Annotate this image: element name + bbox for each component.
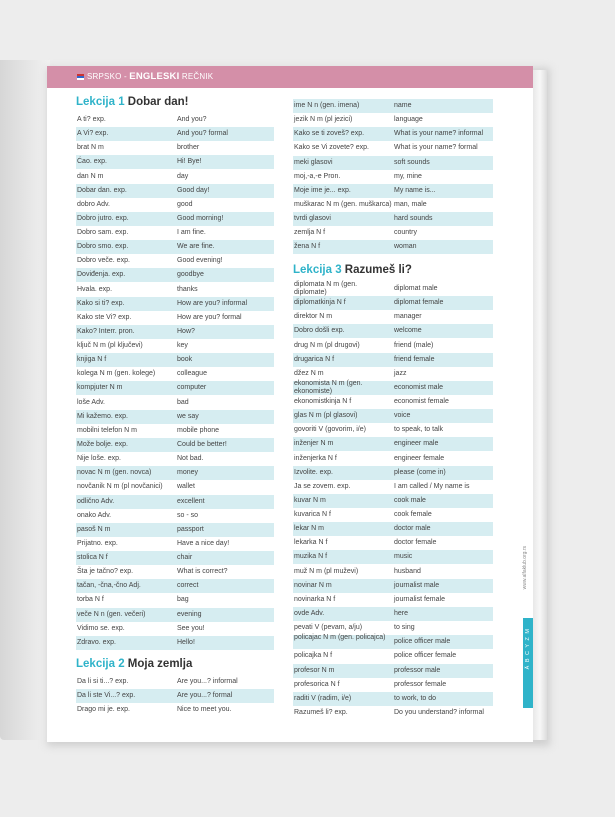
serbian-term: Vidimo se. exp. <box>77 624 125 632</box>
dictionary-row <box>76 410 274 424</box>
dictionary-row <box>293 607 493 621</box>
english-term: key <box>177 342 188 350</box>
dictionary-row <box>293 692 493 706</box>
english-term: mobile phone <box>177 426 220 434</box>
dictionary-row <box>293 282 493 296</box>
serbian-term: Može bolje. exp. <box>77 440 128 448</box>
english-term: doctor female <box>394 539 437 547</box>
dictionary-row <box>76 283 274 297</box>
dictionary-row <box>293 170 493 184</box>
serbian-term: Da li ste Vi...? exp. <box>77 692 136 700</box>
english-term: colleague <box>177 370 207 378</box>
dictionary-row <box>76 155 274 169</box>
dictionary-row <box>293 339 493 353</box>
serbian-term: Dobro veče. exp. <box>77 257 130 265</box>
serbian-term: kolega N m (gen. kolege) <box>77 370 156 378</box>
section-number: Lekcija 1 <box>76 96 125 108</box>
english-term: to sing <box>394 624 415 632</box>
serbian-term: onako Adv. <box>77 511 112 519</box>
english-term: professor male <box>394 666 441 674</box>
dictionary-page <box>47 66 533 742</box>
serbian-term: Nije loše. exp. <box>77 455 121 463</box>
serbian-term: govoriti V (govorim, i/e) <box>294 426 366 434</box>
serbian-term: Dobro jutro. exp. <box>77 214 129 222</box>
dictionary-row <box>293 649 493 663</box>
serbian-term: knjiga N f <box>77 356 107 364</box>
english-term: manager <box>394 313 422 321</box>
serbian-term: Drago mi je. exp. <box>77 706 130 714</box>
english-term: Not bad. <box>177 455 204 463</box>
english-term: Nice to meet you. <box>177 706 232 714</box>
english-term: Are you...? formal <box>177 692 233 700</box>
dictionary-row <box>293 127 493 141</box>
serbian-term: Dobro došli exp. <box>294 327 345 335</box>
english-term: Good morning! <box>177 214 224 222</box>
facing-page-edge <box>0 60 50 740</box>
dictionary-row <box>76 254 274 268</box>
serbian-term: ime N n (gen. imena) <box>294 102 360 109</box>
english-term: good <box>177 200 193 208</box>
section-number: Lekcija 3 <box>293 264 342 276</box>
english-term: passport <box>177 525 204 533</box>
dictionary-row <box>293 113 493 127</box>
english-term: name <box>394 102 412 109</box>
serbian-term: A ti? exp. <box>77 116 106 123</box>
dictionary-row <box>76 523 274 537</box>
english-term: What is correct? <box>177 568 228 576</box>
dictionary-row <box>76 579 274 593</box>
side-tab-label: Ä B C Y Z M <box>525 628 531 670</box>
english-term: police officer male <box>394 638 451 646</box>
english-term: Good day! <box>177 186 210 194</box>
english-term: we say <box>177 412 199 420</box>
serbian-term: Moje ime je... exp. <box>294 186 351 194</box>
english-term: voice <box>394 412 411 420</box>
flag-icon <box>77 74 84 80</box>
english-term: goodbye <box>177 271 204 279</box>
serbian-term: ekonomista N m (gen. ekonomiste) <box>294 379 363 395</box>
dictionary-row <box>76 367 274 381</box>
dictionary-row <box>293 550 493 564</box>
english-term: What is your name? formal <box>394 144 478 152</box>
english-term: Hi! Bye! <box>177 158 202 166</box>
dictionary-row <box>293 508 493 522</box>
serbian-term: kuvar N m <box>294 496 326 504</box>
serbian-term: dobro Adv. <box>77 200 110 208</box>
english-term: cook male <box>394 496 426 504</box>
dictionary-row <box>76 424 274 438</box>
dictionary-row <box>293 198 493 212</box>
dictionary-row <box>76 141 274 155</box>
english-term: Could be better! <box>177 440 227 448</box>
serbian-term: direktor N m <box>294 313 333 321</box>
dictionary-row <box>76 170 274 184</box>
serbian-term: ekonomistkinja N f <box>294 398 352 406</box>
serbian-term: Kako si ti? exp. <box>77 299 125 307</box>
english-term: bad <box>177 398 189 406</box>
section-title-lesson3 <box>293 264 412 276</box>
serbian-term: profesor N m <box>294 666 335 674</box>
serbian-term: novčanik N m (pl novčanici) <box>77 483 163 491</box>
english-term: computer <box>177 384 207 392</box>
english-term: diplomat male <box>394 285 438 292</box>
serbian-term: novinarka N f <box>294 595 336 603</box>
dictionary-row <box>76 636 274 650</box>
dictionary-row <box>76 113 274 127</box>
english-term: here <box>394 609 409 617</box>
page-stack-edge <box>533 70 547 740</box>
english-term: See you! <box>177 624 205 632</box>
english-term: cook female <box>394 511 432 519</box>
serbian-term: Zdravo. exp. <box>77 638 116 646</box>
serbian-term: Doviđenja. exp. <box>77 271 126 279</box>
dictionary-row <box>76 689 274 703</box>
dictionary-row <box>76 353 274 367</box>
serbian-term: odlično Adv. <box>77 497 115 505</box>
dictionary-row <box>76 495 274 509</box>
dictionary-row <box>293 593 493 607</box>
english-term: economist female <box>394 398 449 406</box>
english-term: friend female <box>394 355 435 363</box>
serbian-term: Kako se ti zoveš? exp. <box>294 130 365 138</box>
serbian-term: tačan, -čna,-čno Adj. <box>77 582 141 590</box>
dictionary-row <box>293 678 493 692</box>
serbian-term: Ćao. exp. <box>77 158 107 166</box>
serbian-term: mobilni telefon N m <box>77 426 137 434</box>
english-term: Have a nice day! <box>177 539 230 547</box>
english-term: economist male <box>394 383 444 391</box>
serbian-term: muškarac N m (gen. muškarca) <box>294 200 392 208</box>
english-term: How are you? informal <box>177 299 248 307</box>
serbian-term: brat N m <box>77 144 104 152</box>
dictionary-row <box>76 509 274 523</box>
english-term: money <box>177 469 199 477</box>
dictionary-row <box>293 664 493 678</box>
serbian-term: profesorica N f <box>294 680 340 688</box>
english-term: professor female <box>394 680 447 688</box>
serbian-term: Kako ste Vi? exp. <box>77 313 132 321</box>
dictionary-row <box>293 99 493 113</box>
english-term: What is your name? informal <box>394 130 484 138</box>
serbian-term: pasoš N m <box>77 525 111 533</box>
dictionary-row <box>76 325 274 339</box>
dictionary-row <box>293 184 493 198</box>
serbian-term: lekarka N f <box>294 539 328 547</box>
dictionary-row <box>76 381 274 395</box>
serbian-term: veče N n (gen. večeri) <box>77 610 146 618</box>
serbian-term: drug N m (pl drugovi) <box>294 341 360 349</box>
dictionary-row <box>293 381 493 395</box>
dictionary-row <box>76 226 274 240</box>
serbian-term: Kako se Vi zovete? exp. <box>294 144 369 152</box>
dictionary-row <box>293 437 493 451</box>
dictionary-row <box>76 565 274 579</box>
dictionary-row <box>76 339 274 353</box>
english-term: brother <box>177 144 200 152</box>
dictionary-row <box>293 706 493 720</box>
dictionary-row <box>293 310 493 324</box>
header-suffix: REČNIK <box>181 72 214 81</box>
dictionary-row <box>76 466 274 480</box>
serbian-term: inženjerka N f <box>294 454 337 462</box>
serbian-term: A Vi? exp. <box>77 130 109 138</box>
english-term: to work, to do <box>394 694 437 702</box>
english-term: Hello! <box>177 638 195 646</box>
english-term: And you? formal <box>177 130 228 138</box>
header-language: ENGLESKI <box>129 71 180 82</box>
section-name: Dobar dan! <box>127 96 189 108</box>
serbian-term: stolica N f <box>77 554 108 562</box>
serbian-term: Da li si ti...? exp. <box>77 678 129 685</box>
english-term: And you? <box>177 116 207 123</box>
serbian-term: Šta je tačno? exp. <box>77 568 134 576</box>
serbian-term: Razumeš li? exp. <box>294 708 348 716</box>
dictionary-row <box>293 409 493 423</box>
dictionary-row <box>76 212 274 226</box>
english-term: How are you? formal <box>177 313 242 321</box>
dictionary-row <box>293 579 493 593</box>
serbian-term: loše Adv. <box>77 398 105 406</box>
dictionary-row <box>293 353 493 367</box>
english-term: wallet <box>177 483 195 491</box>
serbian-term: novac N m (gen. novca) <box>77 469 152 477</box>
page-header <box>47 66 533 88</box>
dictionary-row <box>76 452 274 466</box>
english-term: friend (male) <box>394 341 434 349</box>
english-term: jazz <box>394 369 407 377</box>
english-term: Good evening! <box>177 257 223 265</box>
serbian-term: raditi V (radim, i/e) <box>294 694 352 702</box>
section-number: Lekcija 2 <box>76 658 125 670</box>
serbian-term: kuvarica N f <box>294 511 331 519</box>
dictionary-row <box>76 551 274 565</box>
serbian-term: Dobro smo. exp. <box>77 243 129 251</box>
serbian-term: Kako? Interr. pron. <box>77 327 135 335</box>
serbian-term: meki glasovi <box>294 158 333 166</box>
english-term: evening <box>177 610 202 618</box>
section-name: Moja zemlja <box>127 658 193 670</box>
dictionary-row <box>293 452 493 466</box>
english-term: How? <box>177 327 195 335</box>
dictionary-row <box>76 438 274 452</box>
dictionary-row <box>76 622 274 636</box>
dictionary-row <box>293 367 493 381</box>
dictionary-row <box>76 297 274 311</box>
english-term: please (come in) <box>394 468 446 476</box>
serbian-term: policajac N m (gen. policajca) <box>294 634 386 642</box>
serbian-term: diplomata N m (gen. diplomate) <box>294 281 358 296</box>
english-term: I am fine. <box>177 229 206 237</box>
serbian-term: zemlja N f <box>294 229 326 237</box>
serbian-term: novinar N m <box>294 581 332 589</box>
english-term: bag <box>177 596 189 604</box>
dictionary-row <box>293 226 493 240</box>
serbian-term: kompjuter N m <box>77 384 123 392</box>
english-term: journalist male <box>394 581 440 589</box>
english-term: so - so <box>177 511 199 519</box>
serbian-term: žena N f <box>294 243 321 251</box>
dictionary-row <box>76 537 274 551</box>
english-term: diplomat female <box>394 299 444 307</box>
side-url: www.alfaklub.org.rs <box>522 546 528 590</box>
serbian-term: inženjer N m <box>294 440 334 448</box>
english-term: language <box>394 116 423 124</box>
english-term: soft sounds <box>394 158 430 166</box>
dictionary-row <box>293 212 493 226</box>
serbian-term: Dobro sam. exp. <box>77 229 129 237</box>
dictionary-row <box>293 296 493 310</box>
dictionary-row <box>293 480 493 494</box>
dictionary-row <box>293 240 493 254</box>
english-term: engineer male <box>394 440 439 448</box>
english-term: man, male <box>394 200 427 208</box>
dictionary-row <box>293 536 493 550</box>
dictionary-row <box>76 703 274 717</box>
serbian-term: drugarica N f <box>294 355 335 363</box>
serbian-term: Hvala. exp. <box>77 285 113 293</box>
dictionary-row <box>76 184 274 198</box>
dictionary-row <box>293 494 493 508</box>
dictionary-row <box>293 635 493 649</box>
serbian-term: pevati V (pevam, a/ju) <box>294 624 363 632</box>
serbian-term: dan N m <box>77 172 104 180</box>
english-term: Are you...? informal <box>177 678 238 685</box>
english-term: excellent <box>177 497 205 505</box>
dictionary-row <box>76 268 274 282</box>
serbian-term: Prijatno. exp. <box>77 539 118 547</box>
side-tab <box>523 618 533 708</box>
serbian-term: diplomatkinja N f <box>294 299 346 307</box>
dictionary-row <box>293 565 493 579</box>
dictionary-row <box>293 423 493 437</box>
dictionary-row <box>76 127 274 141</box>
serbian-term: torba N f <box>77 596 104 604</box>
english-term: engineer female <box>394 454 445 462</box>
english-term: woman <box>394 243 417 251</box>
dictionary-row <box>76 311 274 325</box>
serbian-term: policajka N f <box>294 652 333 660</box>
english-term: music <box>394 553 413 561</box>
serbian-term: muzika N f <box>294 553 328 561</box>
dictionary-row <box>76 396 274 410</box>
serbian-term: Ja se zovem. exp. <box>294 482 351 490</box>
english-term: I am called / My name is <box>394 482 470 490</box>
serbian-term: Mi kažemo. exp. <box>77 412 128 420</box>
english-term: book <box>177 356 193 364</box>
dictionary-row <box>293 141 493 155</box>
dictionary-row <box>293 621 493 635</box>
serbian-term: lekar N m <box>294 525 324 533</box>
serbian-term: tvrdi glasovi <box>294 215 331 223</box>
dictionary-row <box>76 480 274 494</box>
serbian-term: glas N m (pl glasovi) <box>294 412 358 420</box>
english-term: Do you understand? informal <box>394 708 484 716</box>
english-term: thanks <box>177 285 198 293</box>
english-term: doctor male <box>394 525 431 533</box>
serbian-term: ovde Adv. <box>294 609 325 617</box>
dictionary-row <box>293 156 493 170</box>
dictionary-row <box>293 395 493 409</box>
section-title-lesson2 <box>76 658 192 670</box>
section-name: Razumeš li? <box>344 264 412 276</box>
serbian-term: Dobar dan. exp. <box>77 186 127 194</box>
english-term: day <box>177 172 189 180</box>
english-term: my, mine <box>394 172 422 180</box>
serbian-term: Izvolite. exp. <box>294 468 333 476</box>
serbian-term: džez N m <box>294 369 324 377</box>
english-term: welcome <box>394 327 422 335</box>
dictionary-row <box>76 198 274 212</box>
dictionary-row <box>76 608 274 622</box>
english-term: country <box>394 229 417 237</box>
dictionary-row <box>76 240 274 254</box>
english-term: husband <box>394 567 421 575</box>
dictionary-row <box>293 466 493 480</box>
english-term: hard sounds <box>394 215 433 223</box>
serbian-term: muž N m (pl muževi) <box>294 567 359 575</box>
english-term: We are fine. <box>177 243 215 251</box>
dictionary-row <box>76 593 274 607</box>
english-term: My name is... <box>394 186 436 194</box>
english-term: police officer female <box>394 652 457 660</box>
section-title-lesson1 <box>76 96 189 108</box>
dictionary-row <box>76 675 274 689</box>
header-prefix: SRPSKO - <box>87 72 127 81</box>
english-term: correct <box>177 582 199 590</box>
english-term: journalist female <box>394 595 445 603</box>
header-title <box>87 71 213 82</box>
serbian-term: ključ N m (pl ključevi) <box>77 342 143 350</box>
dictionary-row <box>293 324 493 338</box>
english-term: chair <box>177 554 193 562</box>
dictionary-row <box>293 522 493 536</box>
english-term: to speak, to talk <box>394 426 444 434</box>
serbian-term: moj,-a,-e Pron. <box>294 172 341 180</box>
serbian-term: jezik N m (pl jezici) <box>294 116 353 124</box>
